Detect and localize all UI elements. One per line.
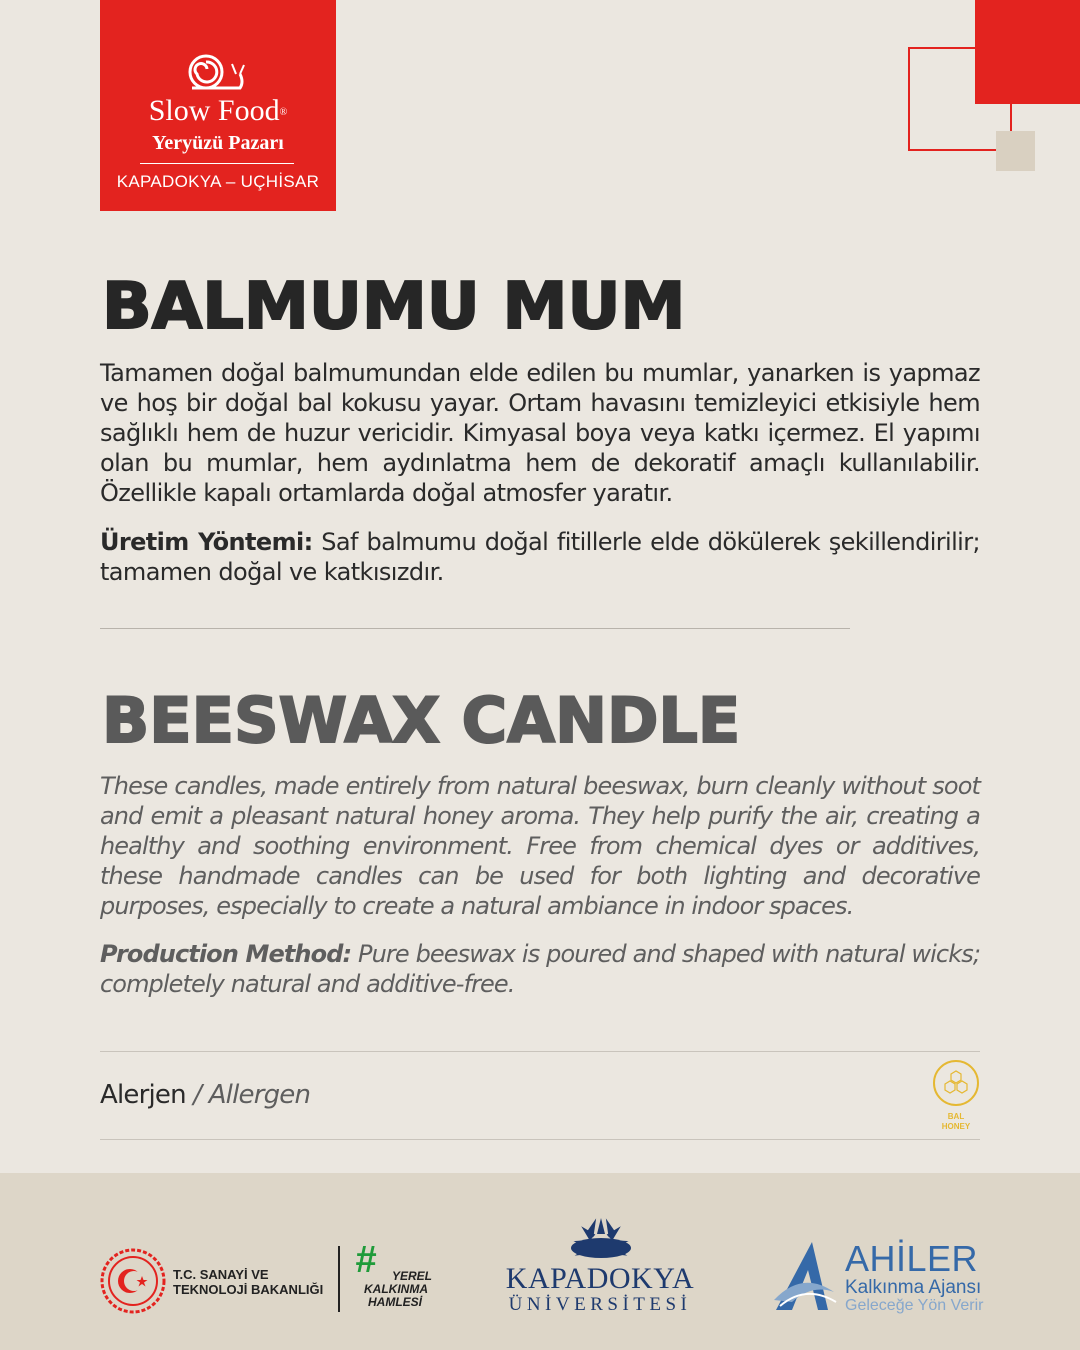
university-title: KAPADOKYA xyxy=(505,1262,695,1295)
slow-food-logo xyxy=(100,0,336,211)
section-divider xyxy=(100,628,850,629)
agency-subtitle: Kalkınma Ajansı xyxy=(845,1277,982,1298)
snail-icon xyxy=(186,52,248,92)
agency-title: AHİLER xyxy=(845,1238,979,1279)
ahiler-logo-icon xyxy=(772,1240,840,1314)
logo-location: KAPADOKYA – UÇHİSAR xyxy=(116,172,320,191)
logo-title: Slow Food® xyxy=(148,94,288,127)
ministry-emblem-icon xyxy=(100,1248,166,1314)
agency-tagline: Geleceğe Yön Verir xyxy=(845,1297,984,1314)
title-english: BEESWAX CANDLE xyxy=(102,684,741,757)
allergen-bottom-divider xyxy=(100,1139,980,1140)
title-turkish: BALMUMU MUM xyxy=(102,270,686,344)
logo-subtitle: Yeryüzü Pazarı xyxy=(152,132,284,154)
campaign-name: YEREL KALKINMA HAMLESİ xyxy=(364,1269,433,1309)
method-label-english: Production Method: xyxy=(100,940,352,968)
method-turkish xyxy=(100,527,980,587)
method-label-turkish: Üretim Yöntemi: xyxy=(100,528,313,556)
allergen-label: Alerjen / Allergen xyxy=(100,1080,311,1110)
campaign-hash: # xyxy=(355,1239,377,1281)
honey-icon xyxy=(931,1058,981,1108)
description-turkish: Tamamen doğal balmumundan elde edilen bu mumlar, yanarken is yapmaz ve hoş bir doğal bal kokusu yayar. Ortam havasını temizleyici etkisiyle hem sağlıklı hem de huzur vericidir. Kimyasal boya veya katkı içermez. El yapımı olan bu mumlar, hem aydınlatma hem de dekoratif amaçlı kullanılabilir. Özellikle kapalı ortamlarda doğal atmosfer yaratır. xyxy=(100,359,980,507)
method-text-turkish: Saf balmumu doğal fitillerle elde dökülerek şekillendirilir; tamamen doğal ve katkısızdır. xyxy=(100,528,980,586)
university-subtitle: ÜNİVERSİTESİ xyxy=(508,1294,692,1315)
method-english xyxy=(100,939,980,999)
ministry-name: T.C. SANAYİ VE TEKNOLOJİ BAKANLIĞI xyxy=(173,1267,324,1297)
method-text-english: Pure beeswax is poured and shaped with natural wicks; completely natural and additive-free. xyxy=(100,940,981,998)
allergen-top-divider xyxy=(100,1051,980,1052)
logo-divider xyxy=(140,163,294,164)
footer-divider xyxy=(338,1246,340,1312)
honey-label: BAL HONEY xyxy=(941,1112,971,1131)
description-english: These candles, made entirely from natural beeswax, burn cleanly without soot and emit a pleasant natural honey aroma. They help purify the air, creating a healthy and soothing environment. Free from chemical dyes or additives, these handmade candles can be used for both lighting and decorative purposes, especially to create a natural ambiance in indoor spaces. xyxy=(100,772,980,920)
university-emblem-icon xyxy=(563,1208,639,1264)
decor-beige-square xyxy=(996,131,1035,171)
